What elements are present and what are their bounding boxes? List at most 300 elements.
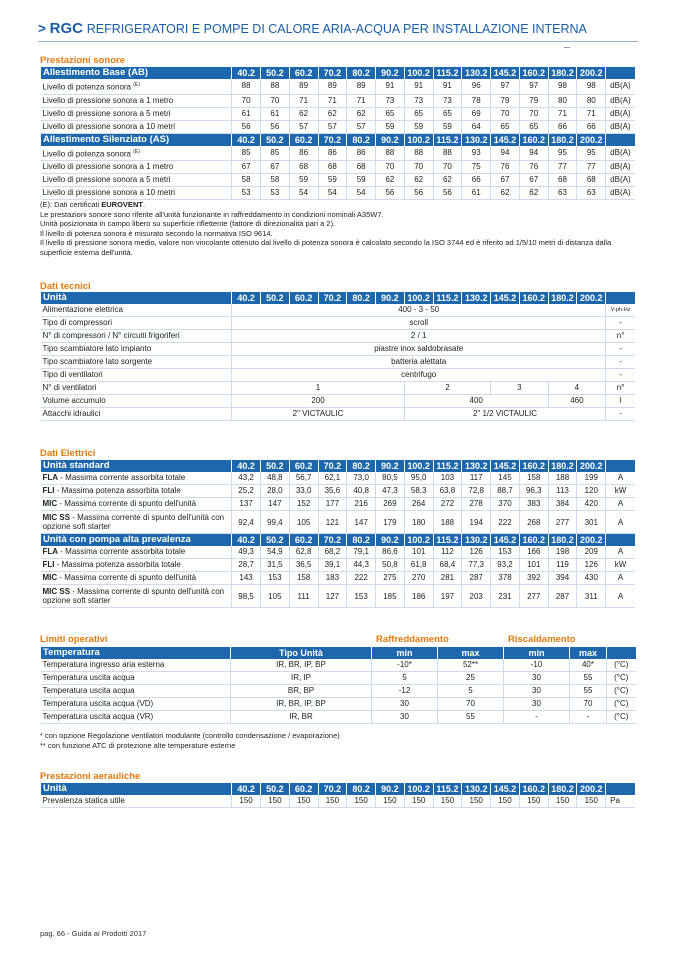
value-cell: 117 [462, 472, 491, 485]
unit-cell: (°C) [607, 659, 636, 672]
value-cell: 119 [548, 559, 577, 572]
value-cell: 150 [232, 795, 261, 808]
sound-base-header [41, 67, 636, 79]
value-cell: 62 [433, 174, 462, 187]
value-cell: 188 [548, 472, 577, 485]
value-cell: 30 [504, 685, 570, 698]
model-header: 80.2 [347, 534, 376, 547]
model-header: 80.2 [347, 292, 376, 304]
value-cell: 94 [519, 146, 548, 161]
value-cell: 53 [260, 187, 289, 200]
model-header: 145.2 [491, 67, 520, 79]
value-cell: 70 [260, 94, 289, 107]
value-cell: 460 [548, 395, 606, 408]
value-cell: 68 [577, 174, 606, 187]
table-row [41, 685, 636, 698]
value-cell: 137 [232, 498, 261, 511]
table-row [41, 659, 636, 672]
model-header: 145.2 [491, 783, 520, 795]
model-header: 180.2 [548, 783, 577, 795]
unit-cell: kW [606, 559, 635, 572]
table-row [41, 511, 636, 534]
value-cell: 194 [462, 511, 491, 534]
value-cell: 61,8 [404, 559, 433, 572]
table-row [41, 698, 636, 711]
value-cell: 67 [232, 161, 261, 174]
value-cell: 67 [491, 174, 520, 187]
model-header: 80.2 [347, 67, 376, 79]
value-cell: 180 [404, 511, 433, 534]
value-cell: 105 [289, 511, 318, 534]
value-cell: 5 [372, 672, 438, 685]
value-cell: 65 [519, 120, 548, 133]
row-label: Livello di potenza sonora $^{(E)}$ [41, 146, 232, 161]
model-header: 60.2 [289, 460, 318, 472]
value-cell: 75 [462, 161, 491, 174]
value-cell: 76 [519, 161, 548, 174]
header-label: Unità [41, 292, 232, 304]
model-header: 115.2 [433, 460, 462, 472]
header-label: Unità con pompa alta prevalenza [41, 534, 232, 547]
value-cell: 59 [318, 174, 347, 187]
row-label: Tipo di compressori [41, 317, 232, 330]
header-label: Unità standard [41, 460, 232, 472]
table-row [41, 485, 636, 498]
value-cell: 150 [519, 795, 548, 808]
value-cell: 287 [462, 572, 491, 585]
value-cell: 71 [548, 107, 577, 120]
value-cell: 68 [347, 161, 376, 174]
value-cell: 30 [372, 711, 438, 724]
model-header: 90.2 [376, 783, 405, 795]
row-label: Livello di pressione sonora a 1 metro [41, 161, 232, 174]
table-row [41, 146, 636, 161]
value-cell: 66 [577, 120, 606, 133]
model-header: 40.2 [232, 534, 261, 547]
value-cell: 183 [318, 572, 347, 585]
model-header: 90.2 [376, 534, 405, 547]
value-cell: 111 [289, 585, 318, 608]
value-cell: 56 [433, 187, 462, 200]
value-cell: 275 [376, 572, 405, 585]
model-header: 80.2 [347, 783, 376, 795]
value-cell: 68 [289, 161, 318, 174]
value-cell: 48,8 [260, 472, 289, 485]
value-cell: 50,8 [376, 559, 405, 572]
value-cell: 58 [232, 174, 261, 187]
model-header: 40.2 [232, 783, 261, 795]
value-cell: 68,4 [433, 559, 462, 572]
value-cell: 70 [519, 107, 548, 120]
value-cell: batteria alettata [232, 356, 606, 369]
table-row [41, 94, 636, 107]
value-cell: 150 [433, 795, 462, 808]
value-cell: 63,8 [433, 485, 462, 498]
value-cell: 177 [318, 498, 347, 511]
value-cell: 150 [376, 795, 405, 808]
value-cell: 301 [577, 511, 606, 534]
elec-std-header [41, 460, 636, 472]
value-cell: 25,2 [232, 485, 261, 498]
model-header: 200.2 [577, 534, 606, 547]
value-cell: 53 [232, 187, 261, 200]
value-cell: 430 [577, 572, 606, 585]
row-label: Temperatura uscita acqua [41, 672, 231, 685]
model-header: 130.2 [462, 783, 491, 795]
unit-cell: dB(A) [606, 174, 635, 187]
model-header: 130.2 [462, 460, 491, 472]
value-cell: 25 [438, 672, 504, 685]
section-title-tech: Dati tecnici [40, 281, 91, 292]
table-row [41, 546, 636, 559]
value-cell: 150 [491, 795, 520, 808]
value-cell: 101 [404, 546, 433, 559]
sound-note: Il livello di pressione sonora medio, valore non vincolante ottenuto dal livello di potenza sonora è calcolato secondo la ISO 3744 ed è riferito ad 1/5/10 metri di distanza dalla superficie esterna dell'unità. [40, 238, 612, 257]
model-header: 130.2 [462, 292, 491, 304]
value-cell: 92,4 [232, 511, 261, 534]
value-cell: 56 [260, 120, 289, 133]
value-cell: 392 [519, 572, 548, 585]
value-cell: 57 [289, 120, 318, 133]
unit-cell: (°C) [607, 685, 636, 698]
value-cell: 59 [404, 120, 433, 133]
value-cell: 35,6 [318, 485, 347, 498]
value-cell: 73 [404, 94, 433, 107]
value-cell: 86 [318, 146, 347, 161]
value-cell: 2 / 1 [232, 330, 606, 343]
value-cell: 121 [318, 511, 347, 534]
value-cell: 281 [433, 572, 462, 585]
value-cell: 98,5 [232, 585, 261, 608]
value-cell: 28,0 [260, 485, 289, 498]
model-header: 130.2 [462, 133, 491, 146]
value-cell: 58,3 [404, 485, 433, 498]
value-cell: 54 [289, 187, 318, 200]
unit-cell: - [606, 317, 635, 330]
row-label: Tipo scambiatore lato impianto [41, 343, 232, 356]
table-row [41, 408, 636, 421]
value-cell: 28,7 [232, 559, 261, 572]
value-cell: 79 [519, 94, 548, 107]
model-header: 200.2 [577, 460, 606, 472]
value-cell: 198 [548, 546, 577, 559]
row-label: Tipo di ventilatori [41, 369, 232, 382]
value-cell: 61 [232, 107, 261, 120]
table-row [41, 498, 636, 511]
model-header: 50.2 [260, 133, 289, 146]
limits-notes [40, 731, 640, 750]
model-header: 70.2 [318, 783, 347, 795]
header-label: Allestimento Silenziato (AS) [41, 133, 232, 146]
value-cell: 150 [577, 795, 606, 808]
row-label: Prevalenza statica utile [41, 795, 232, 808]
value-cell: 65 [433, 107, 462, 120]
value-cell: IR, BR, IP, BP [231, 698, 372, 711]
value-cell: 216 [347, 498, 376, 511]
model-header: 70.2 [318, 67, 347, 79]
table-row [41, 472, 636, 485]
value-cell: 68 [318, 161, 347, 174]
table-row [41, 330, 636, 343]
value-cell: 91 [404, 79, 433, 94]
value-cell: 66 [462, 174, 491, 187]
model-header: 70.2 [318, 534, 347, 547]
table-row [41, 382, 636, 395]
header-brand: RGC [49, 20, 83, 37]
value-cell: 62,8 [289, 546, 318, 559]
sound-notes [40, 200, 640, 257]
table-row [41, 356, 636, 369]
model-header: 200.2 [577, 67, 606, 79]
model-header: 50.2 [260, 783, 289, 795]
value-cell: 158 [519, 472, 548, 485]
value-cell: 61 [260, 107, 289, 120]
header-label: Unità [41, 783, 232, 795]
unit-header [606, 534, 635, 547]
row-label: Alimentazione elettrica [41, 304, 232, 317]
model-header: 70.2 [318, 292, 347, 304]
value-cell: 150 [548, 795, 577, 808]
value-cell: 56,7 [289, 472, 318, 485]
value-cell: 62 [519, 187, 548, 200]
value-cell: 55 [570, 685, 607, 698]
heating-caption: Riscaldamento [508, 634, 576, 645]
unit-cell: n° [606, 330, 635, 343]
value-cell: 89 [318, 79, 347, 94]
value-cell: 70 [404, 161, 433, 174]
value-cell: 85 [260, 146, 289, 161]
value-cell: 88,7 [491, 485, 520, 498]
section-title-elec: Dati Elettrici [40, 448, 96, 459]
value-cell: 73 [433, 94, 462, 107]
row-label: Livello di pressione sonora a 5 metri [41, 174, 232, 187]
row-label: N° di ventilatori [41, 382, 232, 395]
model-header: 60.2 [289, 534, 318, 547]
value-cell: 112 [433, 546, 462, 559]
unit-header [607, 647, 636, 659]
value-cell: 98 [577, 79, 606, 94]
value-cell: 54 [318, 187, 347, 200]
page-footer: pag. 66 - Guida ai Prodotti 2017 [40, 929, 147, 938]
value-cell: 113 [548, 485, 577, 498]
value-cell: 59 [289, 174, 318, 187]
value-cell: 93 [462, 146, 491, 161]
value-cell: 89 [347, 79, 376, 94]
unit-cell: V-ph-Hz [606, 304, 635, 317]
tech-header [41, 292, 636, 304]
value-cell: 70 [570, 698, 607, 711]
value-cell: 67 [519, 174, 548, 187]
row-label: Temperatura ingresso aria esterna [41, 659, 231, 672]
value-cell: 126 [577, 559, 606, 572]
model-header: 160.2 [519, 783, 548, 795]
model-header: 90.2 [376, 292, 405, 304]
model-header: 130.2 [462, 67, 491, 79]
value-cell: 147 [260, 498, 289, 511]
unit-header [606, 133, 635, 146]
value-cell: -10* [372, 659, 438, 672]
row-label: Livello di pressione sonora a 10 metri [41, 187, 232, 200]
header-label: max [438, 647, 504, 659]
model-header: 60.2 [289, 67, 318, 79]
value-cell: 30 [504, 698, 570, 711]
table-row [41, 572, 636, 585]
value-cell: 272 [433, 498, 462, 511]
value-cell: 231 [491, 585, 520, 608]
row-label: Tipo scambiatore lato sorgente [41, 356, 232, 369]
value-cell: 40,8 [347, 485, 376, 498]
model-header: 115.2 [433, 783, 462, 795]
elec-table [40, 460, 635, 608]
value-cell: -12 [372, 685, 438, 698]
value-cell: 2" 1/2 VICTAULIC [404, 408, 605, 421]
value-cell: 80 [548, 94, 577, 107]
unit-cell: dB(A) [606, 146, 635, 161]
table-row [41, 79, 636, 94]
model-header: 60.2 [289, 783, 318, 795]
value-cell: - [570, 711, 607, 724]
value-cell: 36,5 [289, 559, 318, 572]
model-header: 200.2 [577, 292, 606, 304]
value-cell: 400 - 3 - 50 [232, 304, 606, 317]
row-label: Volume accumulo [41, 395, 232, 408]
eurovent-note: (E): Dati certificati EUROVENT. [40, 200, 146, 209]
table-row [41, 672, 636, 685]
value-cell: 394 [548, 572, 577, 585]
value-cell: 30 [504, 672, 570, 685]
row-label: FLA - Massima corrente assorbita totale [41, 546, 232, 559]
unit-cell: - [606, 356, 635, 369]
row-label: Attacchi idraulici [41, 408, 232, 421]
value-cell: 264 [404, 498, 433, 511]
value-cell: 30 [372, 698, 438, 711]
header-label: max [570, 647, 607, 659]
model-header: 115.2 [433, 133, 462, 146]
value-cell: - [504, 711, 570, 724]
value-cell: 97 [491, 79, 520, 94]
table-row [41, 559, 636, 572]
row-label: Temperatura uscita acqua (VR) [41, 711, 231, 724]
unit-cell: kW [606, 485, 635, 498]
value-cell: 143 [232, 572, 261, 585]
value-cell: 127 [318, 585, 347, 608]
model-header: 200.2 [577, 783, 606, 795]
model-header: 50.2 [260, 460, 289, 472]
value-cell: 199 [577, 472, 606, 485]
value-cell: 64 [462, 120, 491, 133]
value-cell: 70 [491, 107, 520, 120]
value-cell: 66 [548, 120, 577, 133]
unit-cell: A [606, 572, 635, 585]
value-cell: 62 [404, 174, 433, 187]
value-cell: 91 [376, 79, 405, 94]
model-header: 90.2 [376, 67, 405, 79]
value-cell: IR, IP [231, 672, 372, 685]
model-header: 160.2 [519, 460, 548, 472]
row-label: Temperatura uscita acqua [41, 685, 231, 698]
value-cell: 150 [404, 795, 433, 808]
value-cell: 311 [577, 585, 606, 608]
header-label: min [504, 647, 570, 659]
model-header: 100.2 [404, 534, 433, 547]
model-header: 145.2 [491, 133, 520, 146]
unit-cell: - [606, 369, 635, 382]
unit-cell: Pa [606, 795, 635, 808]
value-cell: 287 [548, 585, 577, 608]
unit-cell: A [606, 498, 635, 511]
value-cell: 71 [347, 94, 376, 107]
unit-cell: A [606, 585, 635, 608]
value-cell: 197 [433, 585, 462, 608]
sound-note: Le prestazioni sonore sono riferite all'unità funzionante in raffreddamento in condizioni nominali A35W7. [40, 209, 384, 219]
value-cell: 88 [232, 79, 261, 94]
elec-pump-header [41, 534, 636, 547]
value-cell: 59 [433, 120, 462, 133]
limits-header [41, 647, 636, 659]
value-cell: 268 [519, 511, 548, 534]
section-title-sound: Prestazioni sonore [40, 55, 125, 66]
value-cell: 73,0 [347, 472, 376, 485]
value-cell: 103 [433, 472, 462, 485]
model-header: 100.2 [404, 67, 433, 79]
value-cell: 269 [376, 498, 405, 511]
sound-silent-header [41, 133, 636, 146]
value-cell: -10 [504, 659, 570, 672]
row-label: MIC - Massima corrente di spunto dell'unità [41, 498, 232, 511]
value-cell: 55 [438, 711, 504, 724]
unit-cell: A [606, 472, 635, 485]
model-header: 70.2 [318, 460, 347, 472]
table-row [41, 120, 636, 133]
model-header: 145.2 [491, 292, 520, 304]
page-header [38, 20, 587, 37]
unit-cell: dB(A) [606, 161, 635, 174]
value-cell: 59 [347, 174, 376, 187]
value-cell: 95 [577, 146, 606, 161]
model-header: 50.2 [260, 534, 289, 547]
limits-note: * con opzione Regolazione ventilatori modulante (controllo condensazione / evaporazione) [40, 731, 340, 740]
unit-cell: dB(A) [606, 120, 635, 133]
model-header: 40.2 [232, 67, 261, 79]
value-cell: 57 [347, 120, 376, 133]
row-label: Livello di pressione sonora a 10 metri [41, 120, 232, 133]
model-header: 40.2 [232, 133, 261, 146]
model-header: 180.2 [548, 67, 577, 79]
value-cell: 70 [376, 161, 405, 174]
model-header: 70.2 [318, 133, 347, 146]
value-cell: 71 [289, 94, 318, 107]
row-label: N° di compressori / N° circuiti frigoriferi [41, 330, 232, 343]
value-cell: 43,2 [232, 472, 261, 485]
value-cell: 222 [347, 572, 376, 585]
value-cell: 150 [318, 795, 347, 808]
header-subtitle: REFRIGERATORI E POMPE DI CALORE ARIA-ACQUA PER INSTALLAZIONE INTERNA [86, 22, 587, 36]
model-header: 160.2 [519, 534, 548, 547]
value-cell: 86 [289, 146, 318, 161]
table-row [41, 187, 636, 200]
value-cell: 150 [260, 795, 289, 808]
table-row [41, 304, 636, 317]
value-cell: piastre inox saldobrasate [232, 343, 606, 356]
value-cell: 400 [404, 395, 548, 408]
value-cell: 33,0 [289, 485, 318, 498]
value-cell: 39,1 [318, 559, 347, 572]
value-cell: 62 [347, 107, 376, 120]
model-header: 90.2 [376, 133, 405, 146]
model-header: 115.2 [433, 292, 462, 304]
value-cell: 200 [232, 395, 405, 408]
header-label: Temperatura [41, 647, 231, 659]
